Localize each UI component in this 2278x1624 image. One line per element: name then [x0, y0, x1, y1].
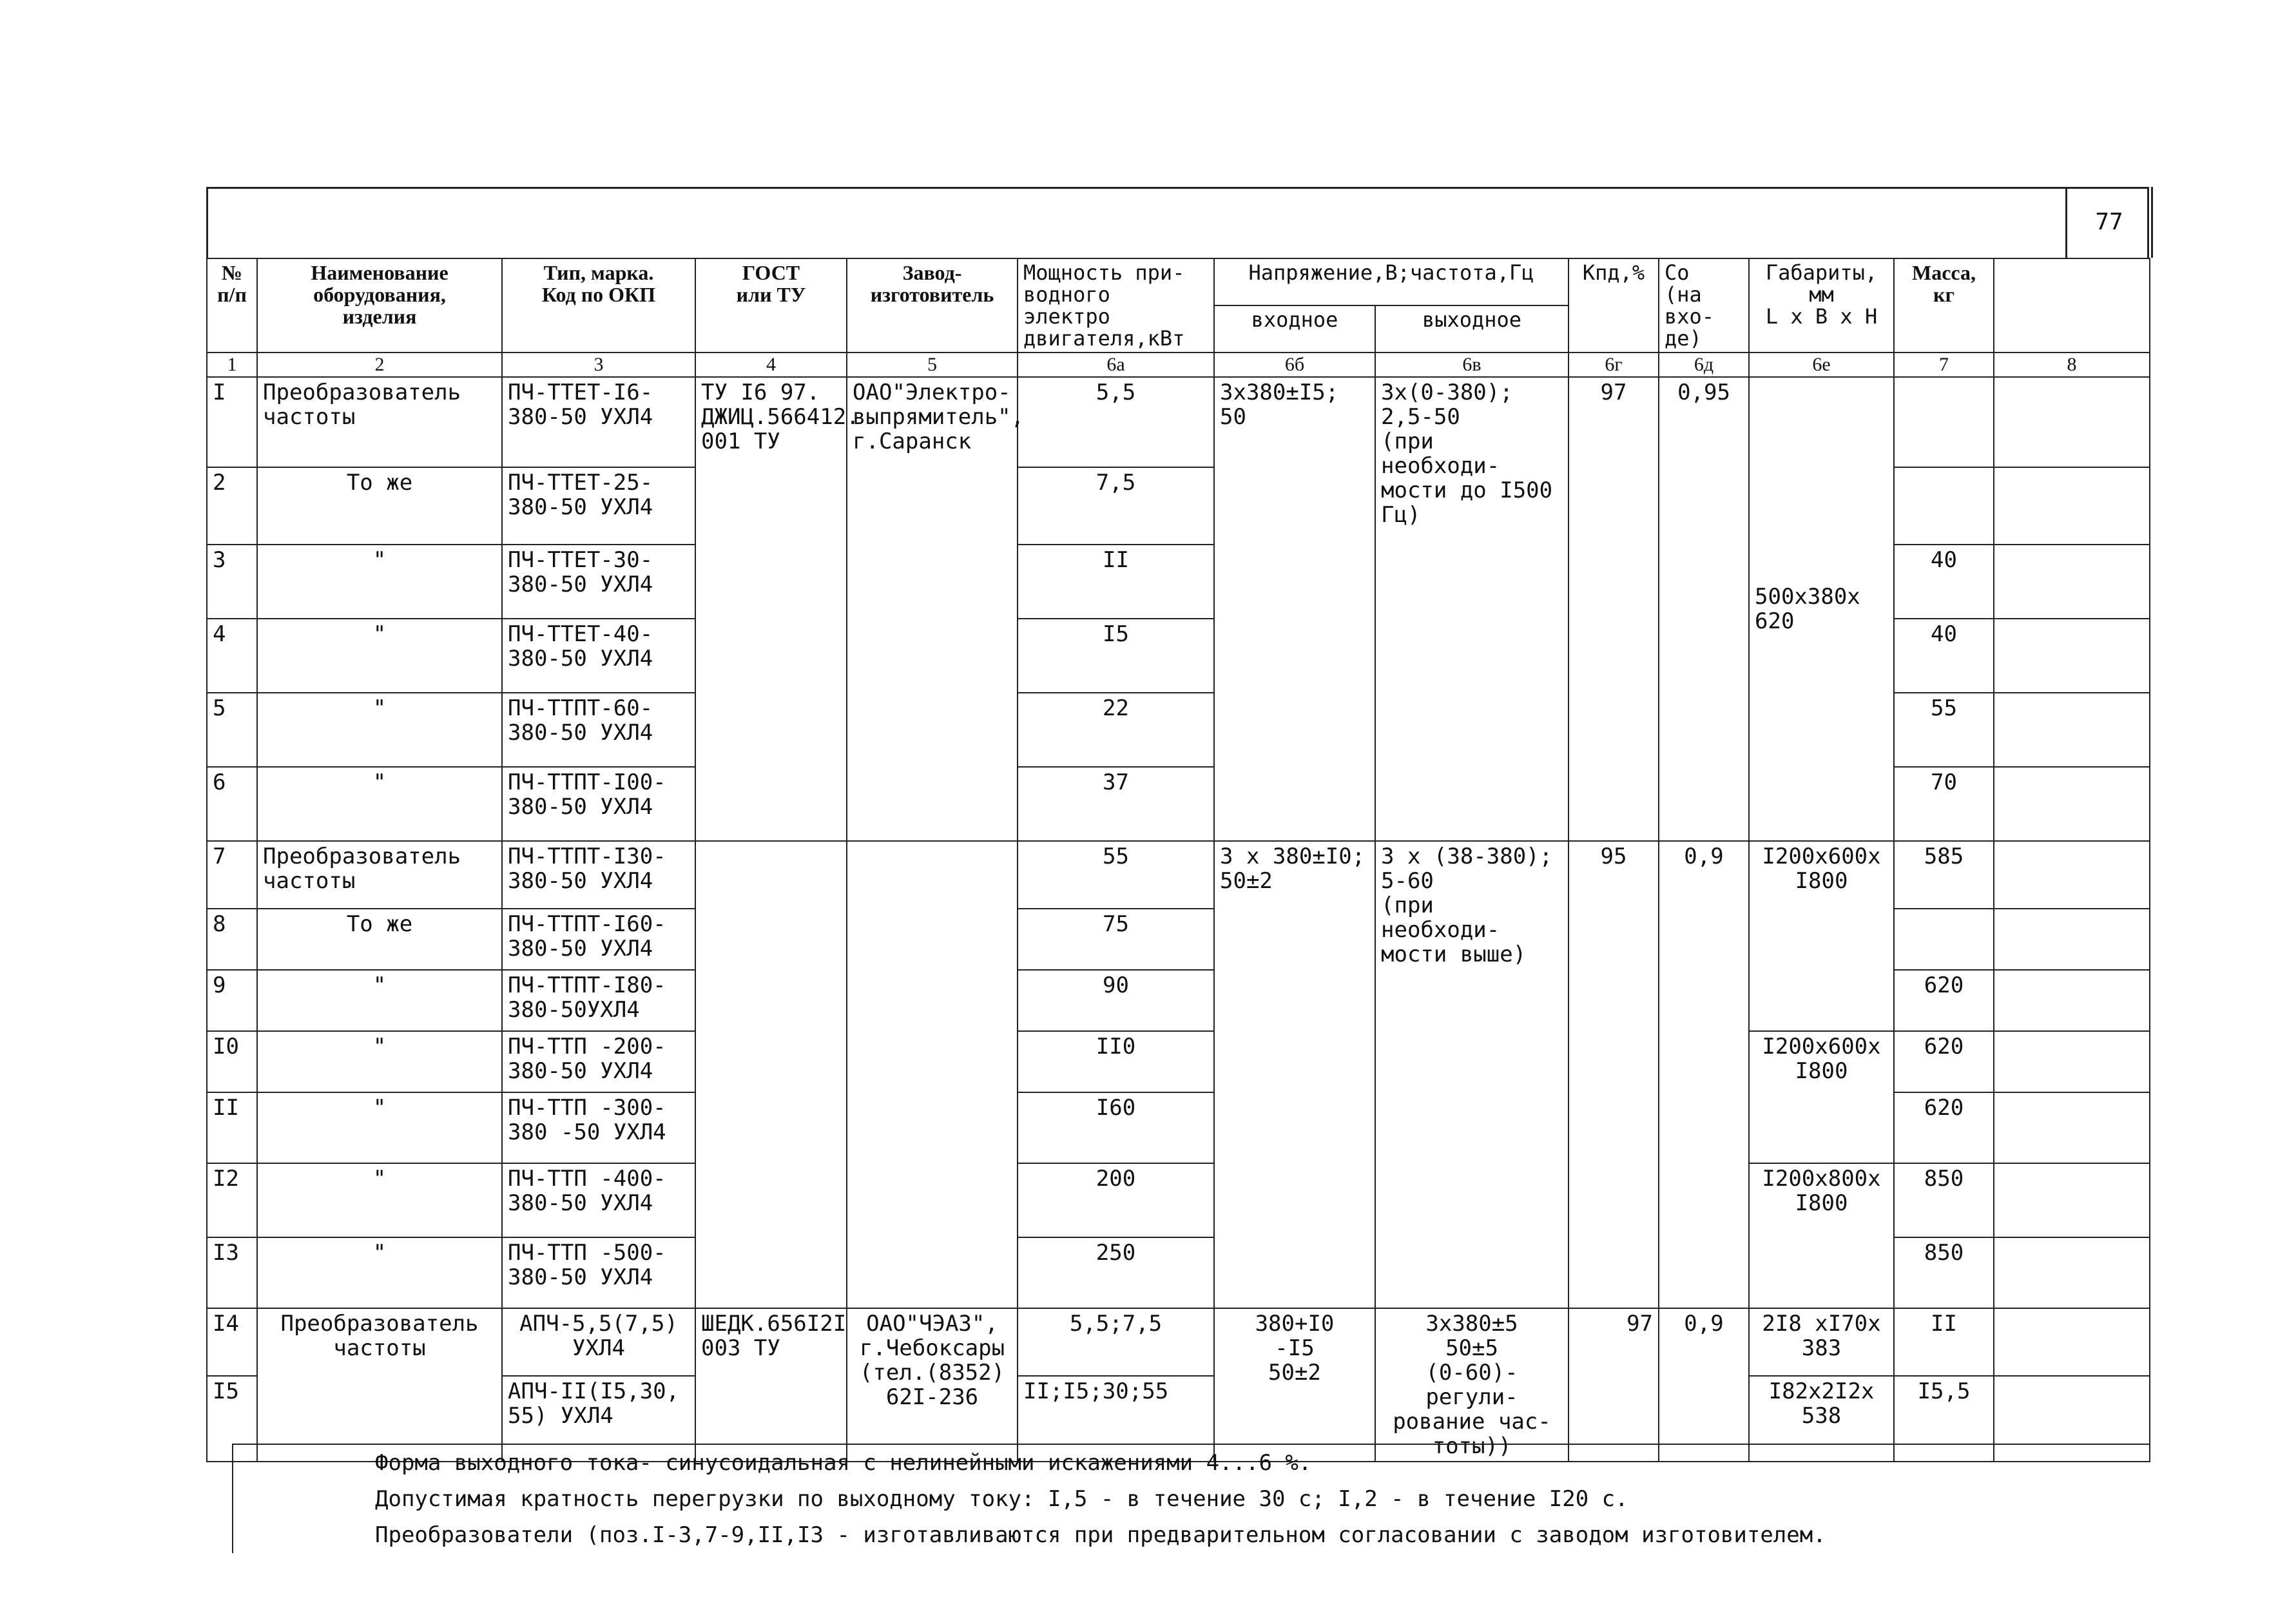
row-power: I5 [1018, 619, 1214, 693]
row-number: I0 [207, 1031, 257, 1092]
group1-gost: ТУ I6 97. ДЖИЦ.566412. 001 ТУ [695, 377, 847, 841]
page-number: 77 [2065, 187, 2153, 258]
row-number: 4 [207, 619, 257, 693]
table-notes [232, 1444, 2150, 1553]
column-number: 6в [1375, 353, 1569, 377]
row-number: II [207, 1092, 257, 1163]
row-col8 [1994, 1092, 2150, 1163]
row-name: " [257, 545, 502, 619]
group2-efficiency: 95 [1569, 841, 1659, 1308]
row-power: I60 [1018, 1092, 1214, 1163]
group3-efficiency: 97 [1569, 1308, 1659, 1462]
row-name: " [257, 1237, 502, 1308]
row-mass: 585 [1894, 841, 1994, 909]
row-type: ПЧ-ТТПТ-60- 380-50 УХЛ4 [502, 693, 695, 767]
row-type: ПЧ-ТТПТ-I60- 380-50 УХЛ4 [502, 909, 695, 970]
row-name: То же [257, 909, 502, 970]
column-number: 3 [502, 353, 695, 377]
column-number: 6д [1659, 353, 1749, 377]
header-cos: Со (на вхо- де) [1659, 258, 1749, 353]
row-mass: I5,5 [1894, 1376, 1994, 1462]
column-number-row [207, 353, 2150, 377]
group1-plant: ОАО"Электро- выпрямитель", г.Саранск [847, 377, 1018, 841]
row-power: 22 [1018, 693, 1214, 767]
row-type: ПЧ-ТТЕТ-40- 380-50 УХЛ4 [502, 619, 695, 693]
row-power: II;I5;30;55 [1018, 1376, 1214, 1462]
row-type: ПЧ-ТТП -300- 380 -50 УХЛ4 [502, 1092, 695, 1163]
row-col8 [1994, 1031, 2150, 1092]
table-top-frame [206, 187, 2149, 258]
row-mass: 620 [1894, 1031, 1994, 1092]
row-number: I3 [207, 1237, 257, 1308]
row-type: ПЧ-ТТЕТ-25- 380-50 УХЛ4 [502, 467, 695, 545]
column-number: 8 [1994, 353, 2150, 377]
row-mass: 620 [1894, 1092, 1994, 1163]
group2-gost [695, 841, 847, 1308]
row-power: 55 [1018, 841, 1214, 909]
table-row [207, 1308, 2150, 1376]
header-voltage-output: выходное [1375, 305, 1569, 353]
row-mass: 850 [1894, 1163, 1994, 1237]
group1-dimensions: 500х380х 620 [1749, 377, 1894, 841]
header-number: № п/п [207, 258, 257, 353]
group3-cos: 0,9 [1659, 1308, 1749, 1462]
row-number: 6 [207, 767, 257, 841]
row-type: ПЧ-ТТПТ-I00- 380-50 УХЛ4 [502, 767, 695, 841]
column-number: 6б [1214, 353, 1375, 377]
row-power: 200 [1018, 1163, 1214, 1237]
row-col8 [1994, 545, 2150, 619]
table-row [207, 377, 2150, 467]
row-mass: 850 [1894, 1237, 1994, 1308]
row-power: II0 [1018, 1031, 1214, 1092]
column-number: 5 [847, 353, 1018, 377]
row-mass: 55 [1894, 693, 1994, 767]
header-mass: Масса, кг [1894, 258, 1994, 353]
table-row [207, 1031, 2150, 1092]
group3-output-voltage: 3х380±5 50±5 (0-60)-регули- рование час- тоты)) [1375, 1308, 1569, 1462]
column-number: 7 [1894, 353, 1994, 377]
row-power: 90 [1018, 970, 1214, 1031]
row-number: 3 [207, 545, 257, 619]
row-type: ПЧ-ТТЕТ-I6- 380-50 УХЛ4 [502, 377, 695, 467]
row-number: I5 [207, 1376, 257, 1462]
row-mass: II [1894, 1308, 1994, 1376]
row-col8 [1994, 619, 2150, 693]
row-mass [1894, 909, 1994, 970]
group3-gost: ШЕДК.656I2I 003 ТУ [695, 1308, 847, 1462]
row-col8 [1994, 1308, 2150, 1376]
group3-dimensions-b: I82х2I2х 538 [1749, 1376, 1894, 1462]
row-name: " [257, 619, 502, 693]
row-number: I4 [207, 1308, 257, 1376]
header-col8 [1994, 258, 2150, 353]
row-number: 5 [207, 693, 257, 767]
row-mass: 40 [1894, 545, 1994, 619]
column-number: 2 [257, 353, 502, 377]
row-type: ПЧ-ТТП -400- 380-50 УХЛ4 [502, 1163, 695, 1237]
row-col8 [1994, 377, 2150, 467]
column-number: 6е [1749, 353, 1894, 377]
table-row [207, 1163, 2150, 1237]
column-number: 6а [1018, 353, 1214, 377]
row-mass [1894, 467, 1994, 545]
row-number: 9 [207, 970, 257, 1031]
header-plant: Завод- изготовитель [847, 258, 1018, 353]
header-voltage: Напряжение,В;частота,Гц [1214, 258, 1569, 305]
row-name: То же [257, 467, 502, 545]
column-number: 1 [207, 353, 257, 377]
header-power: Мощность при- водного электро двигателя,кВт [1018, 258, 1214, 353]
group2-dimensions-b: I200х600х I800 [1749, 1031, 1894, 1163]
row-type: ПЧ-ТТП -500- 380-50 УХЛ4 [502, 1237, 695, 1308]
row-power: II [1018, 545, 1214, 619]
row-type: АПЧ-5,5(7,5) УХЛ4 [502, 1308, 695, 1376]
row-type: ПЧ-ТТПТ-I80- 380-50УХЛ4 [502, 970, 695, 1031]
row-power: 5,5;7,5 [1018, 1308, 1214, 1376]
group3-plant: ОАО"ЧЭАЗ", г.Чебоксары (тел.(8352) 62I-236 [847, 1308, 1018, 1462]
group1-cos: 0,95 [1659, 377, 1749, 841]
row-name: " [257, 970, 502, 1031]
group1-input-voltage: 3х380±I5; 50 [1214, 377, 1375, 841]
row-power: 5,5 [1018, 377, 1214, 467]
group2-dimensions-a: I200х600х I800 [1749, 841, 1894, 1031]
row-col8 [1994, 767, 2150, 841]
row-type: ПЧ-ТТП -200- 380-50 УХЛ4 [502, 1031, 695, 1092]
row-power: 7,5 [1018, 467, 1214, 545]
header-name: Наименование оборудования, изделия [257, 258, 502, 353]
group2-plant [847, 841, 1018, 1308]
equipment-table [206, 258, 2150, 1462]
group2-cos: 0,9 [1659, 841, 1749, 1308]
row-name: Преобразователь частоты [257, 377, 502, 467]
table-row [207, 841, 2150, 909]
row-type: АПЧ-II(I5,30, 55) УХЛ4 [502, 1376, 695, 1462]
row-name: " [257, 1031, 502, 1092]
row-power: 250 [1018, 1237, 1214, 1308]
row-power: 37 [1018, 767, 1214, 841]
row-col8 [1994, 693, 2150, 767]
group1-efficiency: 97 [1569, 377, 1659, 841]
row-number: 7 [207, 841, 257, 909]
header-gost: ГОСТ или ТУ [695, 258, 847, 353]
row-name: " [257, 1163, 502, 1237]
column-number: 4 [695, 353, 847, 377]
group2-output-voltage: 3 х (38-380); 5-60 (при необходи- мости выше) [1375, 841, 1569, 1308]
row-name: " [257, 767, 502, 841]
row-col8 [1994, 841, 2150, 909]
header-voltage-input: входное [1214, 305, 1375, 353]
note-manufacturing: Преобразователи (поз.I-3,7-9,II,I3 - изготавливаются при предварительном согласовании с заводом изготовителем. [375, 1522, 1826, 1548]
row-name: Преобразователь частоты [257, 841, 502, 909]
column-number: 6г [1569, 353, 1659, 377]
row-mass: 620 [1894, 970, 1994, 1031]
row-col8 [1994, 467, 2150, 545]
row-mass [1894, 377, 1994, 467]
note-waveform: Форма выходного тока- синусоидальная с нелинейными искажениями 4...6 %. [375, 1450, 1312, 1476]
group2-input-voltage: 3 х 380±I0; 50±2 [1214, 841, 1375, 1308]
note-overload: Допустимая кратность перегрузки по выходному току: I,5 - в течение 30 с; I,2 - в течение I20 с. [375, 1486, 1628, 1512]
group1-output-voltage: 3х(0-380); 2,5-50 (при необходи- мости до I500 Гц) [1375, 377, 1569, 841]
row-number: 2 [207, 467, 257, 545]
row-number: I [207, 377, 257, 467]
row-name: Преобразователь частоты [257, 1308, 502, 1462]
row-mass: 40 [1894, 619, 1994, 693]
row-name: " [257, 693, 502, 767]
row-number: 8 [207, 909, 257, 970]
header-efficiency: Кпд,% [1569, 258, 1659, 353]
row-mass: 70 [1894, 767, 1994, 841]
row-type: ПЧ-ТТЕТ-30- 380-50 УХЛ4 [502, 545, 695, 619]
row-col8 [1994, 909, 2150, 970]
row-power: 75 [1018, 909, 1214, 970]
group3-dimensions-a: 2I8 хI70х 383 [1749, 1308, 1894, 1376]
group3-input-voltage: 380+I0 -I5 50±2 [1214, 1308, 1375, 1462]
header-dimensions: Габариты, мм L x B x H [1749, 258, 1894, 353]
row-col8 [1994, 1163, 2150, 1237]
row-name: " [257, 1092, 502, 1163]
row-col8 [1994, 970, 2150, 1031]
group2-dimensions-c: I200х800х I800 [1749, 1163, 1894, 1308]
row-col8 [1994, 1237, 2150, 1308]
row-type: ПЧ-ТТПТ-I30- 380-50 УХЛ4 [502, 841, 695, 909]
header-type: Тип, марка. Код по ОКП [502, 258, 695, 353]
row-number: I2 [207, 1163, 257, 1237]
